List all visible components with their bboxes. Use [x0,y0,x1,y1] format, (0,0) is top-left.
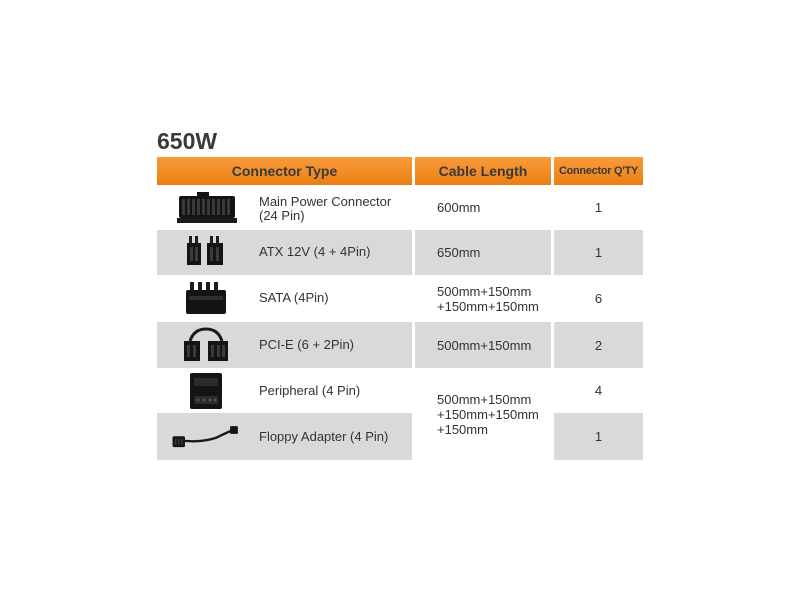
row-length: 500mm+150mm [415,322,551,368]
atx-24pin-connector-icon [171,185,241,230]
row-connector-label: Peripheral (4 Pin) [259,383,361,398]
table-row [157,322,412,368]
row-qty: 2 [554,322,643,368]
pcie-connector-icon [171,322,241,368]
table-row [157,275,412,322]
header-cable-length: Cable Length [415,157,551,185]
row-length: 600mm [437,200,481,215]
row-qty: 4 [594,383,603,398]
peripheral-molex-icon [171,368,241,413]
floppy-adapter-icon [171,413,241,460]
row-length: 650mm [415,230,551,275]
row-connector-label: Floppy Adapter (4 Pin) [259,429,389,444]
atx-12v-connector-icon [171,230,241,275]
row-length: 500mm+150mm +150mm+150mm [437,283,539,314]
table-row [157,413,412,460]
row-connector-label: PCI-E (6 + 2Pin) [259,337,355,352]
shared-cable-length: 500mm+150mm +150mm+150mm +150mm [437,391,539,437]
header-connector-qty: Connector Q'TY [554,157,643,185]
row-qty: 6 [594,291,603,306]
sata-connector-icon [171,275,241,322]
row-connector-label: Main Power Connector (24 Pin) [259,194,392,223]
header-connector-type: Connector Type [157,157,412,185]
row-qty: 1 [554,413,643,460]
table-row [157,230,412,275]
page-title: 650W [157,128,218,154]
table-row [157,368,412,413]
row-connector-label: SATA (4Pin) [259,290,329,305]
row-qty: 1 [554,230,643,275]
table-row [157,185,412,230]
row-connector-label: ATX 12V (4 + 4Pin) [259,244,371,259]
row-qty: 1 [594,200,603,215]
